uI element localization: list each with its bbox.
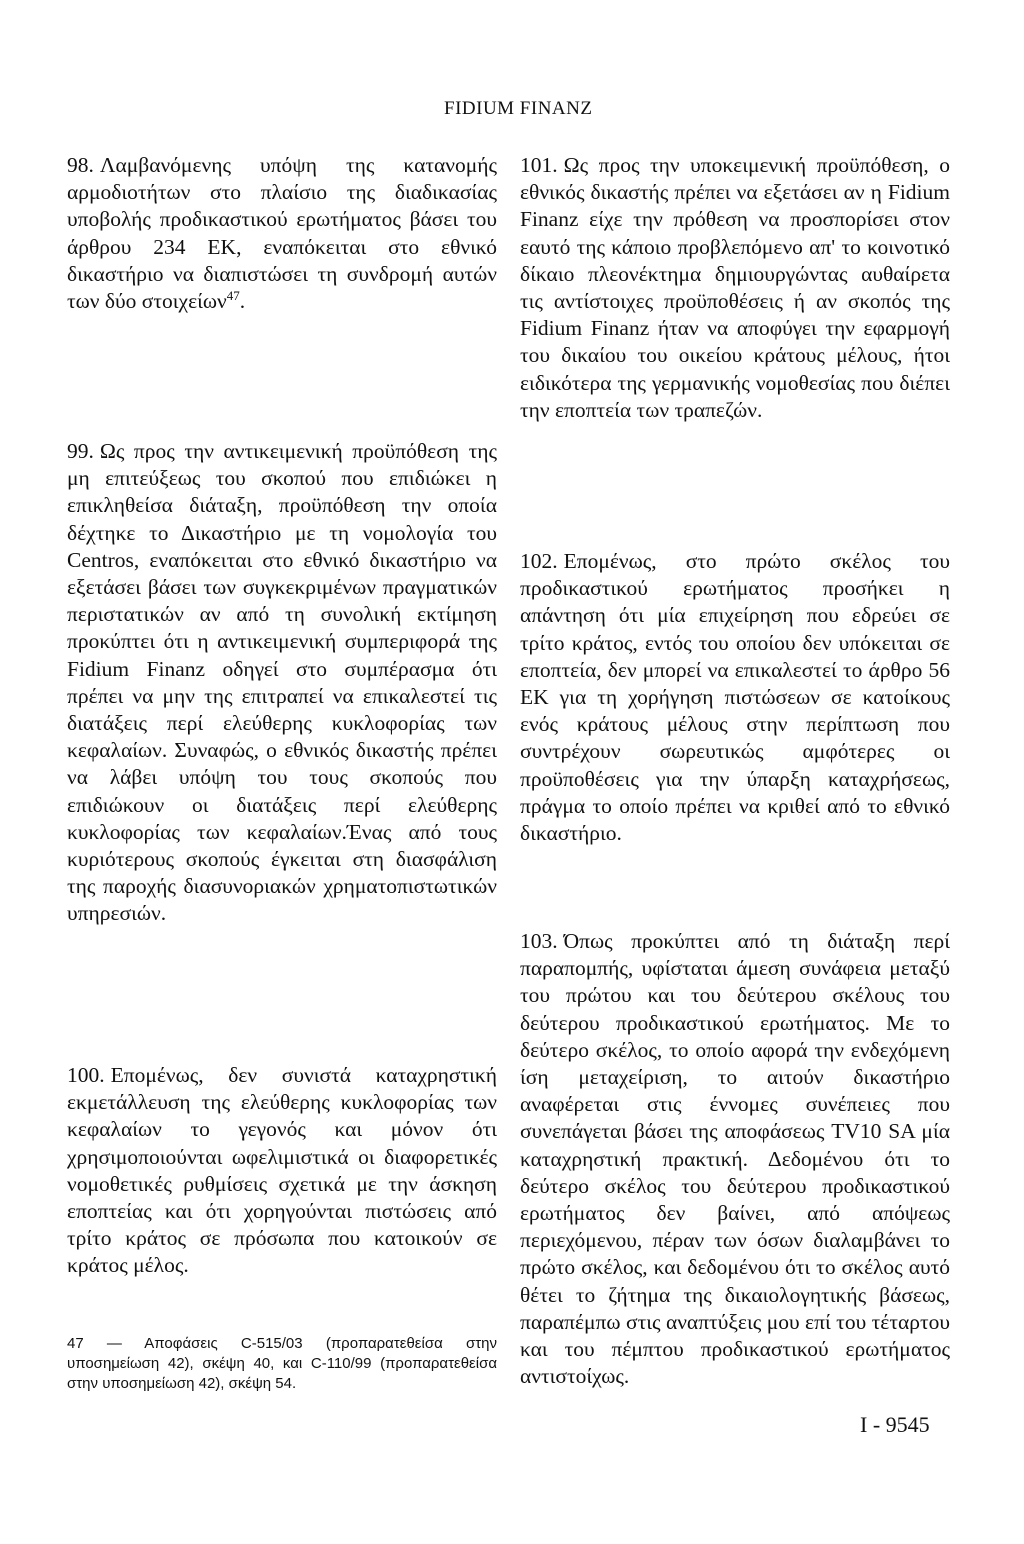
paragraph-text: Όπως προκύπτει από τη διάταξη περί παραπομπής, υφίσταται άμεση συνάφεια μεταξύ του πρώτου και του δεύτερου σκέλους του δεύτερου προδικαστικού ερωτήματος. Με το δεύτερο σκέλος, το οποίο αφορά την ενδεχόμενη ίση μεταχείριση, το αιτούν δικαστήριο αναφέρεται στις έννομες συνέπειες που συνεπάγεται βάσει της αποφάσεως TV10 SA μία καταχρηστική πρακτική. Δεδομένου ότι το δεύτερο σκέλος του δεύτερου προδικαστικού ερωτήματος δεν βαίνει, από απόψεως περιεχόμενου, πέραν των όσων διαλαμβάνει το πρώτο σκέλος, και δεδομένου ότι το σκέλος αυτό θέτει το ζήτημα της δικαιολογητικής βάσεως, παραπέμπω στις αναπτύξεις μου επί του τέταρτου και του πέμπτου προδικαστικού ερωτήματος αντιστοίχως. — [520, 929, 950, 1389]
paragraph-number: 103. — [520, 929, 558, 953]
paragraph-text: Ως προς την υποκειμενική προϋπόθεση, ο εθνικός δικαστής πρέπει να εξετάσει αν η Fidium Finanz είχε την πρόθεση να προσπορίσει στον εαυτό της κάποιο προβλεπόμενο απ' το κοινοτικό δίκαιο πλεονέκτημα δημιουργώντας αυθαίρετα τις αντίστοιχες προϋποθέσεις ή αν σκοπός της Fidium Finanz ήταν να αποφύγει την εφαρμογή του δικαίου του οικείου κράτους μέλους, ήτοι ειδικότερα της γερμανικής νομοθεσίας που διέπει την εποπτεία των τραπεζών. — [520, 153, 950, 422]
paragraph-text: Επομένως, στο πρώτο σκέλος του προδικαστικού ερωτήματος προσήκει η απάντηση ότι μία επιχείρηση που εδρεύει σε τρίτο κράτος, εντός του οποίου δεν υπόκειται σε εποπτεία, δεν μπορεί να επικαλεστεί το άρθρο 56 ΕΚ για τη χορήγηση πιστώσεων σε κατοίκους ενός κράτους μέλους στην περίπτωση που συντρέχουν σωρευτικώς αμφότερες οι προϋποθέσεις για την ύπαρξη καταχρήσεως, πράγμα το οποίο πρέπει να κριθεί από το εθνικό δικαστήριο. — [520, 549, 950, 846]
running-header: FIDIUM FINANZ — [444, 98, 593, 119]
paragraph-98 — [67, 152, 497, 315]
paragraph-end: . — [239, 289, 246, 314]
footnote-ref[interactable]: 47 — [226, 287, 240, 303]
paragraph-text: Επομένως, δεν συνιστά καταχρηστική εκμετάλλευση της ελεύθερης κυκλοφορίας των κεφαλαίων το γεγονός και μόνον ότι χρησιμοποιούνται ωφελιμιστικά οι διαφορετικές νομοθετικές ρυθμίσεις σχετικά με την άσκηση εποπτείας και ότι χορηγούνται πιστώσεις από τρίτο κράτος σε πρόσωπα που κατοικούν σε κράτος μέλος. — [67, 1063, 497, 1278]
paragraph-number: 102. — [520, 549, 558, 573]
paragraph-number: 100. — [67, 1063, 105, 1087]
paragraph-103 — [520, 928, 950, 1390]
paragraph-number: 98. — [67, 153, 94, 177]
paragraph-text: Ως προς την αντικειμενική προϋπόθεση της μη επιτεύξεως του σκοπού που επιδιώκει η επικληθείσα διάταξη, προϋπόθεση την οποία δέχτηκε το Δικαστήριο με τη νομολογία του Centros, εναπόκειται στο εθνικό δικαστήριο να εξετάσει βάσει των συγκεκριμένων πραγματικών περιστατικών αν από τη συνολική εκτίμηση προκύπτει ότι η αντικειμενική συμπεριφορά της Fidium Finanz οδηγεί στο συμπέρασμα ότι πρέπει να μην της επιτραπεί να επικαλεστεί τις διατάξεις περί ελεύθερης κυκλοφορίας των κεφαλαίων. Συναφώς, ο εθνικός δικαστής πρέπει να λάβει υπόψη του τους σκοπούς που επιδιώκουν οι διατάξεις περί ελεύθερης κυκλοφορίας των κεφαλαίων.Ένας από τους κυριότερους σκοπούς έγκειται στη διασφάλιση της παροχής διασυνοριακών χρηματοπιστωτικών υπηρεσιών. — [67, 439, 497, 926]
paragraph-text: Λαμβανόμενης υπόψη της κατανομής αρμοδιοτήτων στο πλαίσιο της διαδικασίας υποβολής προδικαστικού ερωτήματος βάσει του άρθρου 234 ΕΚ, εναπόκειται στο εθνικό δικαστήριο να διαπιστώσει τη συνδρομή αυτών των δύο στοιχείων — [67, 153, 497, 314]
paragraph-100 — [67, 1062, 497, 1280]
footnote: 47 — Αποφάσεις C-515/03 (προπαρατεθείσα στην υποσημείωση 42), σκέψη 40, και C-110/99 (προπαρατεθείσα στην υποσημείωση 42), σκέψη 54. — [67, 1335, 497, 1392]
page-number: I - 9545 — [860, 1412, 930, 1437]
paragraph-101 — [520, 152, 950, 424]
paragraph-99 — [67, 438, 497, 928]
paragraph-number: 101. — [520, 153, 558, 177]
paragraph-number: 99. — [67, 439, 94, 463]
paragraph-102 — [520, 548, 950, 847]
